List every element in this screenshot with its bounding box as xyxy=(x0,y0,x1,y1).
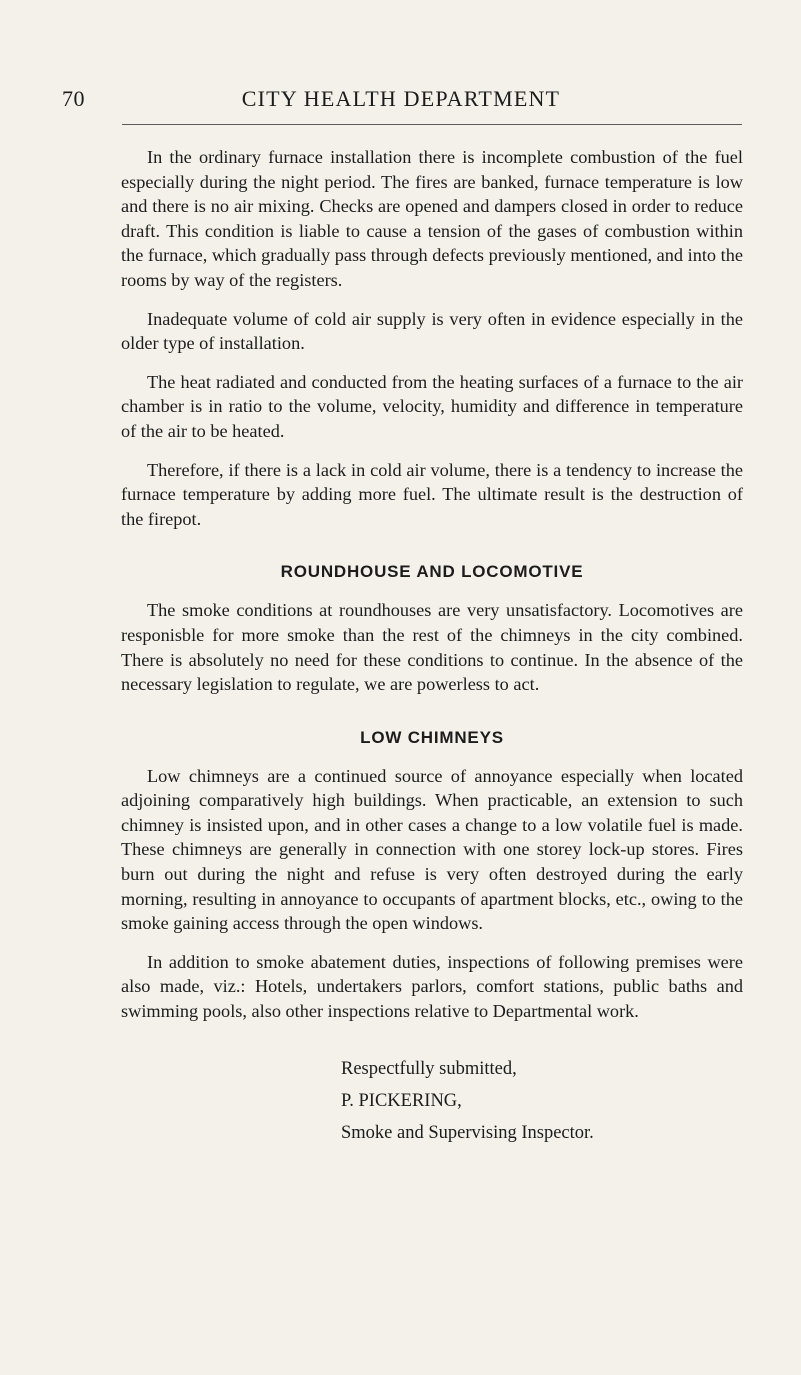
signature-block xyxy=(341,1053,743,1149)
page-number: 70 xyxy=(62,86,85,111)
signature-closing: Respectfully submitted, xyxy=(341,1058,517,1079)
running-title: CITY HEALTH DEPARTMENT xyxy=(241,86,561,111)
signature-title: Smoke and Supervising Inspector. xyxy=(341,1122,594,1143)
paragraph-inspections: In addition to smoke abatement duties, inspections of following premises were also made, viz.: Hotels, undertakers parlors, comfort stations, public baths and swimming pools, also other inspections relative to Departmental work. xyxy=(121,951,743,1022)
signature-name: P. PICKERING, xyxy=(341,1090,462,1111)
heading-low-chimneys: LOW CHIMNEYS xyxy=(360,727,504,747)
paragraph-firepot: Therefore, if there is a lack in cold air volume, there is a tendency to increase the furnace temperature by adding more fuel. The ultimate result is the destruction of the firepot. xyxy=(121,459,743,529)
page-header xyxy=(60,82,742,122)
body-text xyxy=(121,145,743,1149)
header-rule xyxy=(122,124,742,125)
paragraph-furnace-combustion: In the ordinary furnace installation there is incomplete combustion of the fuel especially during the night period. The fires are banked, furnace temperature is low and there is no air mixing. Checks are opened and dampers closed in order to reduce draft. This condition is liable to cause a tension of the gases of combustion within the furnace, which gradually pass through defects previously mentioned, and into the rooms by way of the registers. xyxy=(121,147,743,290)
paragraph-heat-radiated: The heat radiated and conducted from the heating surfaces of a furnace to the air chamber is in ratio to the volume, velocity, humidity and difference in temperature of the air to be heated. xyxy=(121,371,743,441)
paragraph-cold-air-supply: Inadequate volume of cold air supply is very often in evidence especially in the older type of installation. xyxy=(121,308,743,354)
paragraph-roundhouse: The smoke conditions at roundhouses are very unsatisfactory. Locomotives are responisble for more smoke than the rest of the chimneys in the city combined. There is absolutely no need for these conditions to continue. In the absence of the necessary legislation to regulate, we are powerless to act. xyxy=(121,600,743,695)
heading-roundhouse-locomotive: ROUNDHOUSE AND LOCOMOTIVE xyxy=(280,562,584,582)
paragraph-low-chimneys: Low chimneys are a continued source of annoyance especially when located adjoining comparatively high buildings. When practicable, an extension to such chimney is insisted upon, and in other cases a change to a low volatile fuel is made. These chimneys are generally in connection with one storey lock-up stores. Fires burn out during the night and refuse is very often destroyed during the early morning, resulting in annoyance to occupants of apartment blocks, etc., owing to the smoke gaining access through the open windows. xyxy=(121,765,743,934)
